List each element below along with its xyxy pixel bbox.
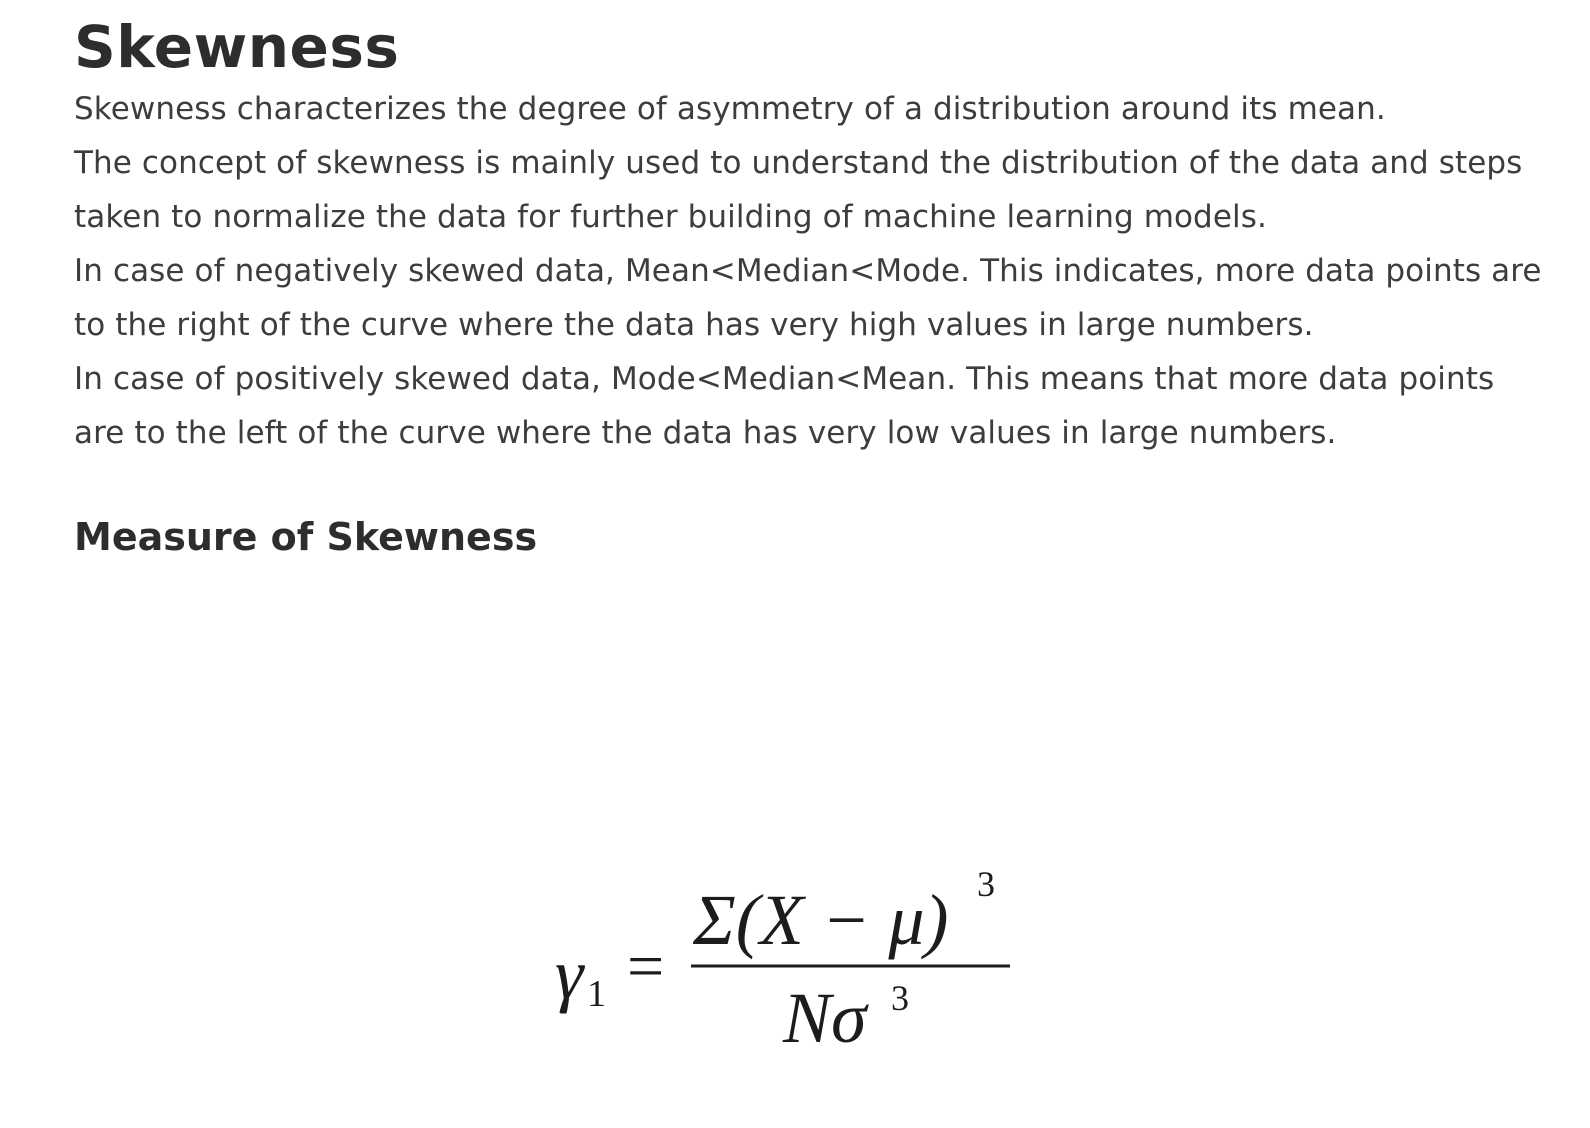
formula-gamma-subscript: 1 [587, 973, 606, 1015]
page-title: Skewness [74, 13, 400, 81]
formula-denominator: Nσ [783, 978, 867, 1058]
formula-denominator-exponent: 3 [891, 978, 909, 1018]
article [74, 0, 1574, 562]
paragraph-positive-skew: In case of positively skewed data, Mode<Median<Mean. This means that more data points are to the left of the curve where the data has very low values in large numbers. [74, 361, 1495, 451]
paragraph-definition: Skewness characterizes the degree of asymmetry of a distribution around its mean. [74, 91, 1386, 127]
section-heading-measure: Measure of Skewness [74, 515, 538, 559]
paragraph-concept: The concept of skewness is mainly used to understand the distribution of the data and steps taken to normalize the data for further building of machine learning models. [74, 145, 1523, 235]
formula-svg [555, 870, 1025, 1060]
formula-gamma: γ [555, 934, 584, 1014]
formula-numerator: Σ(X − μ) [693, 880, 949, 960]
formula-equals: = [627, 930, 665, 1003]
skewness-formula [555, 870, 1025, 1060]
formula-numerator-exponent: 3 [977, 870, 995, 904]
paragraph-negative-skew: In case of negatively skewed data, Mean<Median<Mode. This indicates, more data points are to the right of the curve where the data has very high values in large numbers. [74, 253, 1542, 343]
